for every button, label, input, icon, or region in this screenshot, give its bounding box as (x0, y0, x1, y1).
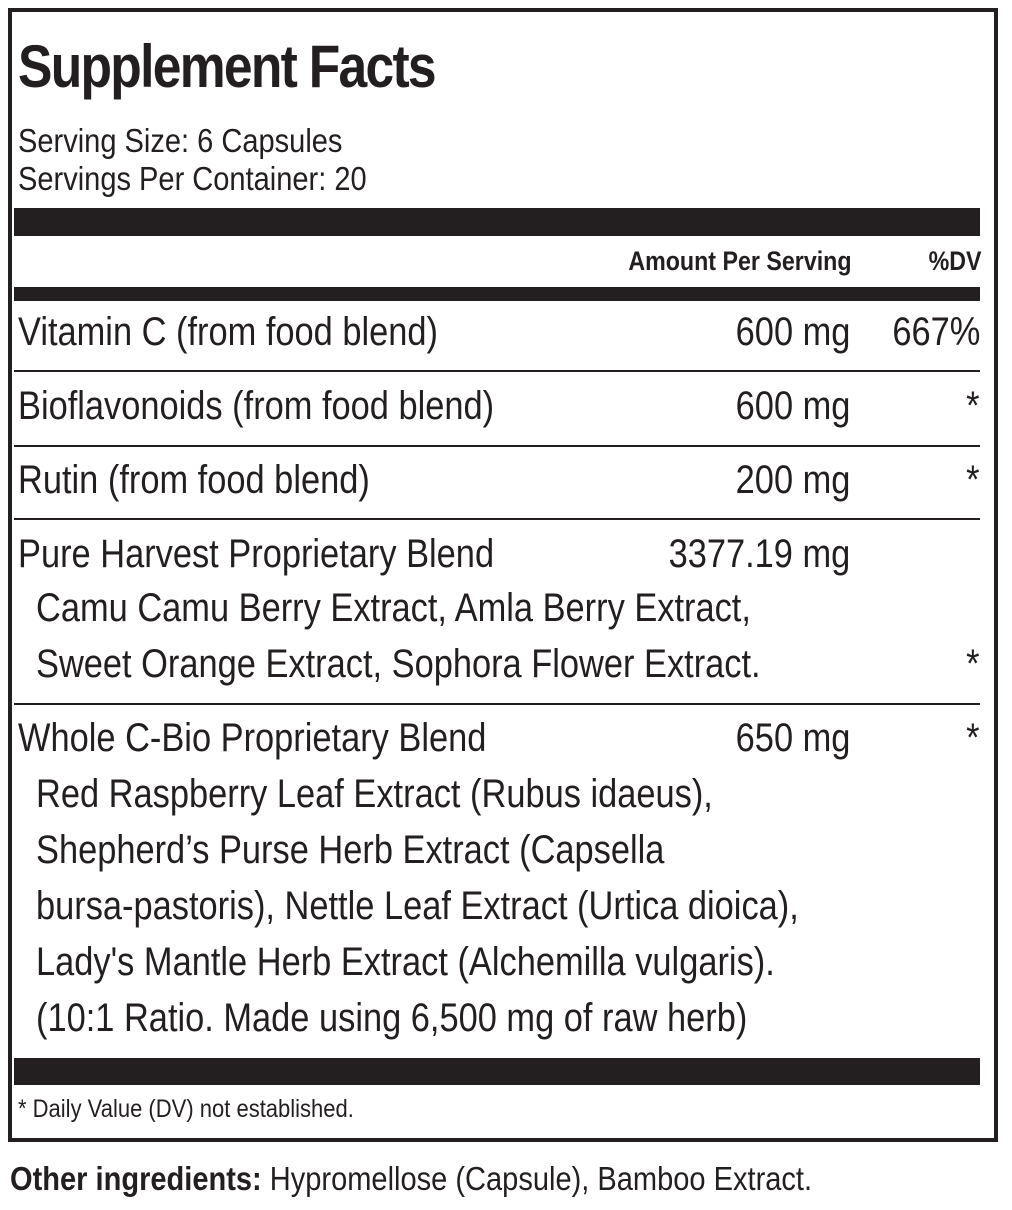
other-ingredients (10, 1160, 812, 1198)
blend-ingredients-line: Camu Camu Berry Extract, Amla Berry Extract, (36, 586, 751, 630)
nutrient-name: Bioflavonoids (from food blend) (18, 384, 495, 428)
nutrient-amount: 200 mg (735, 458, 850, 502)
thick-divider-bottom (14, 1058, 980, 1085)
serving-size: Serving Size: 6 Capsules (18, 122, 343, 159)
other-ingredients-label: Other ingredients: (10, 1160, 262, 1197)
other-ingredients-text: Hypromellose (Capsule), Bamboo Extract. (261, 1160, 813, 1197)
thick-divider-top (14, 208, 980, 236)
nutrient-dv: * (966, 384, 980, 428)
blend-name: Pure Harvest Proprietary Blend (18, 532, 495, 576)
row-divider (14, 518, 980, 520)
nutrient-name: Rutin (from food blend) (18, 458, 370, 502)
row-divider (14, 703, 980, 705)
blend-amount: 3377.19 mg (668, 532, 850, 576)
amount-per-serving-header: Amount Per Serving (628, 246, 852, 276)
blend-ingredients-line: (10:1 Ratio. Made using 6,500 mg of raw herb) (36, 996, 748, 1040)
blend-ingredients-line: Shepherd’s Purse Herb Extract (Capsella (36, 828, 665, 872)
blend-dv: * (966, 642, 980, 686)
blend-ingredients-line: bursa-pastoris), Nettle Leaf Extract (Urtica dioica), (36, 884, 799, 928)
nutrient-amount: 600 mg (735, 310, 850, 354)
nutrient-dv: 667% (892, 310, 980, 354)
dv-header: %DV (929, 246, 982, 276)
nutrient-dv: * (966, 458, 980, 502)
blend-ingredients-line: Lady's Mantle Herb Extract (Alchemilla vulgaris). (36, 940, 775, 984)
servings-per-container: Servings Per Container: 20 (18, 160, 367, 197)
nutrient-name: Vitamin C (from food blend) (18, 310, 438, 354)
nutrient-amount: 600 mg (735, 384, 850, 428)
blend-dv: * (966, 716, 980, 760)
blend-ingredients-line: Sweet Orange Extract, Sophora Flower Extract. (36, 642, 761, 686)
blend-amount: 650 mg (735, 716, 850, 760)
medium-divider (14, 287, 980, 301)
blend-name: Whole C-Bio Proprietary Blend (18, 716, 487, 760)
row-divider (14, 445, 980, 447)
blend-ingredients-line: Red Raspberry Leaf Extract (Rubus idaeus), (36, 772, 713, 816)
footnote: * Daily Value (DV) not established. (18, 1095, 354, 1123)
row-divider (14, 370, 980, 372)
panel-title: Supplement Facts (18, 33, 435, 100)
